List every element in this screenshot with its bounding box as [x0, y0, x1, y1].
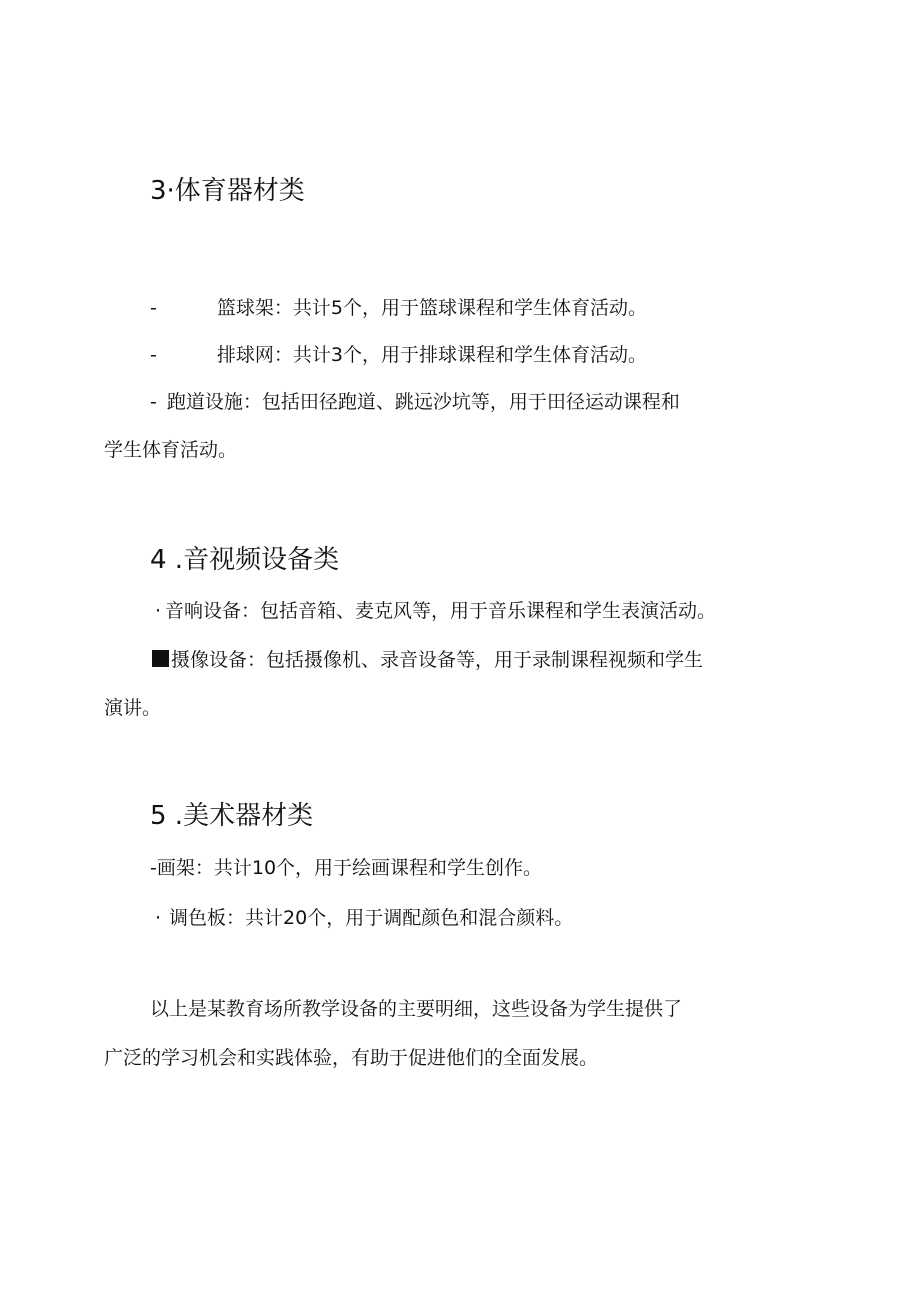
list-item-text: 排球网：共计3个，用于排球课程和学生体育活动。: [216, 344, 647, 366]
list-item-palette: [155, 905, 573, 931]
section-heading-art: 5 .美术器材类: [150, 801, 314, 831]
list-item-camera-line1: [152, 647, 703, 673]
dash-marker: -: [150, 391, 157, 413]
conclusion-line-2: 广泛的学习机会和实践体验，有助于促进他们的全面发展。: [104, 1047, 599, 1069]
list-item-text: 篮球架：共计5个，用于篮球课程和学生体育活动。: [216, 297, 647, 319]
list-item-track-line2: 学生体育活动。: [104, 439, 238, 461]
list-item-basketball: [150, 295, 647, 321]
section-heading-av: 4 .音视频设备类: [150, 545, 340, 575]
list-item-camera-line2: 演讲。: [104, 697, 162, 719]
conclusion-line-1: 以上是某教育场所教学设备的主要明细，这些设备为学生提供了: [150, 998, 683, 1020]
square-bullet-icon: [152, 650, 169, 667]
section-heading-sports: 3·体育器材类: [150, 176, 305, 206]
list-item-volleyball: [150, 342, 647, 368]
list-item-text: 摄像设备：包括摄像机、录音设备等，用于录制课程视频和学生: [171, 649, 704, 671]
dot-marker: ·: [155, 907, 162, 929]
list-item-track-line1: [150, 389, 680, 415]
list-item-text: 调色板：共计20个，用于调配颜色和混合颜料。: [169, 907, 574, 929]
dash-marker: -: [150, 857, 157, 879]
dash-marker: -: [150, 297, 157, 319]
list-item-text: 画架：共计10个，用于绘画课程和学生创作。: [156, 857, 543, 879]
dot-marker: ·: [155, 600, 162, 622]
list-item-audio: [155, 598, 716, 624]
dash-marker: -: [150, 344, 157, 366]
list-item-text: 音响设备：包括音箱、麦克风等，用于音乐课程和学生表演活动。: [165, 600, 717, 622]
list-item-text: 跑道设施：包括田径跑道、跳远沙坑等，用于田径运动课程和: [166, 391, 680, 413]
list-item-easel: [150, 855, 542, 881]
